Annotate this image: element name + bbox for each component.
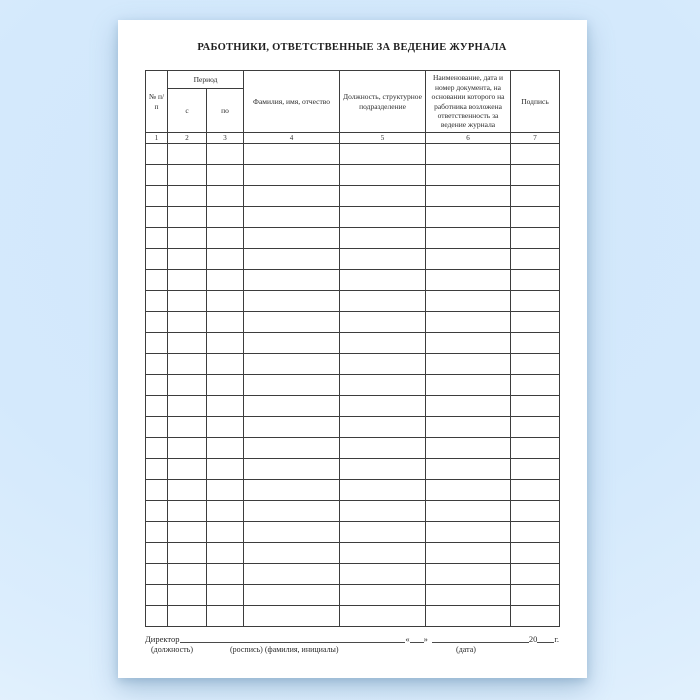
date-sublabel: (дата) (456, 645, 476, 654)
empty-cell (168, 606, 207, 627)
header-cell-period-group: Период (168, 71, 244, 89)
empty-cell (426, 186, 511, 207)
empty-cell (511, 354, 560, 375)
empty-cell (146, 375, 168, 396)
empty-table-row (146, 606, 560, 627)
empty-cell (146, 228, 168, 249)
empty-table-row (146, 228, 560, 249)
empty-cell (146, 186, 168, 207)
empty-cell (146, 291, 168, 312)
empty-table-row (146, 585, 560, 606)
empty-cell (426, 354, 511, 375)
empty-cell (207, 228, 244, 249)
empty-cell (207, 606, 244, 627)
header-cell-position: Должность, структурное подразделение (340, 71, 426, 133)
empty-cell (511, 543, 560, 564)
empty-cell (511, 270, 560, 291)
empty-cell (207, 459, 244, 480)
empty-cell (511, 375, 560, 396)
empty-cell (207, 585, 244, 606)
table-header (146, 71, 560, 133)
empty-cell (426, 459, 511, 480)
empty-cell (146, 480, 168, 501)
empty-cell (244, 207, 340, 228)
empty-cell (168, 228, 207, 249)
empty-cell (146, 396, 168, 417)
empty-cell (511, 396, 560, 417)
empty-table-row (146, 207, 560, 228)
empty-cell (207, 396, 244, 417)
empty-cell (340, 144, 426, 165)
empty-table-row (146, 396, 560, 417)
empty-cell (426, 585, 511, 606)
empty-cell (426, 480, 511, 501)
empty-table-row (146, 564, 560, 585)
empty-cell (207, 291, 244, 312)
empty-cell (426, 543, 511, 564)
column-number-cell: 5 (340, 133, 426, 144)
empty-cell (168, 291, 207, 312)
empty-cell (511, 417, 560, 438)
empty-cell (340, 270, 426, 291)
empty-cell (146, 333, 168, 354)
empty-cell (340, 417, 426, 438)
empty-cell (340, 522, 426, 543)
empty-cell (168, 459, 207, 480)
empty-cell (146, 543, 168, 564)
empty-cell (168, 207, 207, 228)
empty-cell (244, 354, 340, 375)
empty-cell (207, 480, 244, 501)
empty-cell (207, 144, 244, 165)
empty-cell (168, 333, 207, 354)
empty-cell (207, 354, 244, 375)
director-label: Директор (145, 634, 180, 644)
empty-cell (340, 249, 426, 270)
empty-cell (244, 543, 340, 564)
empty-cell (340, 438, 426, 459)
empty-cell (511, 207, 560, 228)
empty-cell (168, 543, 207, 564)
empty-cell (168, 144, 207, 165)
empty-cell (146, 417, 168, 438)
empty-cell (244, 480, 340, 501)
empty-cell (244, 396, 340, 417)
empty-cell (340, 396, 426, 417)
empty-cell (244, 312, 340, 333)
empty-cell (207, 564, 244, 585)
empty-cell (511, 501, 560, 522)
empty-cell (168, 249, 207, 270)
empty-cell (146, 585, 168, 606)
empty-cell (244, 459, 340, 480)
column-number-cell: 2 (168, 133, 207, 144)
empty-cell (340, 480, 426, 501)
year-suffix: г. (554, 634, 559, 644)
empty-cell (511, 606, 560, 627)
empty-cell (426, 207, 511, 228)
empty-cell (207, 438, 244, 459)
empty-cell (340, 186, 426, 207)
empty-cell (146, 501, 168, 522)
empty-cell (426, 270, 511, 291)
empty-cell (168, 312, 207, 333)
empty-table-row (146, 144, 560, 165)
empty-table-row (146, 501, 560, 522)
empty-cell (207, 522, 244, 543)
empty-table-row (146, 354, 560, 375)
empty-table-row (146, 480, 560, 501)
empty-table-row (146, 438, 560, 459)
empty-cell (511, 228, 560, 249)
empty-cell (168, 396, 207, 417)
empty-cell (207, 186, 244, 207)
empty-cell (168, 270, 207, 291)
empty-cell (426, 291, 511, 312)
empty-cell (146, 354, 168, 375)
empty-cell (340, 228, 426, 249)
empty-cell (168, 354, 207, 375)
empty-cell (340, 501, 426, 522)
responsible-workers-table (145, 70, 560, 627)
year-prefix: 20 (528, 634, 538, 644)
empty-cell (426, 228, 511, 249)
empty-cell (244, 375, 340, 396)
empty-cell (207, 375, 244, 396)
empty-cell (511, 459, 560, 480)
empty-cell (146, 606, 168, 627)
signature-sublabel: (роспись) (фамилия, инициалы) (230, 645, 339, 654)
signature-block (145, 634, 559, 657)
empty-cell (426, 249, 511, 270)
header-cell-document: Наименование, дата и номер документа, на основании которого на работника возложена ответственность за ведение журнала (426, 71, 511, 133)
column-number-cell: 7 (511, 133, 560, 144)
year-blank-line (537, 642, 554, 643)
empty-cell (340, 312, 426, 333)
empty-cell (146, 165, 168, 186)
empty-table-row (146, 186, 560, 207)
empty-table-row (146, 543, 560, 564)
empty-cell (511, 186, 560, 207)
empty-cell (244, 438, 340, 459)
empty-cell (244, 417, 340, 438)
empty-cell (511, 333, 560, 354)
empty-cell (340, 543, 426, 564)
empty-cell (207, 333, 244, 354)
empty-cell (511, 480, 560, 501)
empty-cell (207, 207, 244, 228)
empty-table-row (146, 375, 560, 396)
header-cell-signature: Подпись (511, 71, 560, 133)
empty-cell (511, 291, 560, 312)
empty-table-row (146, 333, 560, 354)
column-number-cell: 1 (146, 133, 168, 144)
empty-cell (511, 165, 560, 186)
day-blank-line (410, 642, 424, 643)
empty-cell (426, 564, 511, 585)
position-blank-line (180, 642, 406, 643)
empty-cell (244, 228, 340, 249)
empty-cell (426, 417, 511, 438)
empty-cell (207, 165, 244, 186)
empty-cell (244, 585, 340, 606)
empty-cell (168, 564, 207, 585)
empty-cell (511, 144, 560, 165)
empty-cell (340, 291, 426, 312)
header-cell-period-to: по (207, 89, 244, 133)
empty-cell (340, 375, 426, 396)
empty-cell (340, 354, 426, 375)
empty-cell (244, 291, 340, 312)
empty-cell (511, 585, 560, 606)
empty-cell (244, 186, 340, 207)
date-blank-line (432, 642, 529, 643)
empty-cell (426, 375, 511, 396)
signature-sublabels (145, 645, 559, 657)
empty-cell (168, 375, 207, 396)
empty-cell (340, 459, 426, 480)
position-sublabel: (должность) (151, 645, 193, 654)
header-cell-number: № п/п (146, 71, 168, 133)
table-body (146, 133, 560, 627)
page-title: РАБОТНИКИ, ОТВЕТСТВЕННЫЕ ЗА ВЕДЕНИЕ ЖУРНАЛА (197, 42, 507, 53)
empty-cell (426, 501, 511, 522)
empty-cell (426, 312, 511, 333)
empty-cell (244, 270, 340, 291)
header-cell-full-name: Фамилия, имя, отчество (244, 71, 340, 133)
empty-cell (146, 144, 168, 165)
empty-table-row (146, 522, 560, 543)
empty-cell (426, 333, 511, 354)
empty-cell (340, 333, 426, 354)
column-numbers-row (146, 133, 560, 144)
empty-cell (244, 165, 340, 186)
empty-cell (207, 249, 244, 270)
empty-cell (244, 606, 340, 627)
quote-open-mark: « (405, 634, 410, 644)
empty-cell (244, 501, 340, 522)
empty-cell (244, 564, 340, 585)
column-number-cell: 3 (207, 133, 244, 144)
empty-cell (426, 606, 511, 627)
empty-table-row (146, 459, 560, 480)
empty-cell (168, 480, 207, 501)
empty-cell (168, 438, 207, 459)
empty-cell (511, 312, 560, 333)
column-number-cell: 6 (426, 133, 511, 144)
empty-cell (340, 606, 426, 627)
quote-close-mark: » (423, 634, 428, 644)
empty-cell (146, 522, 168, 543)
empty-cell (207, 543, 244, 564)
empty-table-row (146, 291, 560, 312)
empty-table-row (146, 270, 560, 291)
empty-cell (207, 312, 244, 333)
empty-cell (340, 564, 426, 585)
empty-cell (426, 438, 511, 459)
empty-cell (426, 165, 511, 186)
empty-cell (168, 522, 207, 543)
empty-cell (511, 564, 560, 585)
column-number-cell: 4 (244, 133, 340, 144)
empty-cell (244, 522, 340, 543)
form-page (118, 20, 587, 678)
empty-cell (340, 207, 426, 228)
empty-cell (146, 438, 168, 459)
empty-cell (168, 165, 207, 186)
empty-table-row (146, 417, 560, 438)
empty-table-row (146, 312, 560, 333)
empty-cell (168, 501, 207, 522)
empty-cell (511, 249, 560, 270)
empty-cell (207, 417, 244, 438)
empty-cell (244, 333, 340, 354)
empty-cell (207, 270, 244, 291)
empty-cell (340, 165, 426, 186)
empty-cell (511, 438, 560, 459)
empty-cell (426, 144, 511, 165)
empty-cell (244, 144, 340, 165)
empty-cell (168, 585, 207, 606)
empty-cell (146, 312, 168, 333)
empty-cell (207, 501, 244, 522)
empty-table-row (146, 165, 560, 186)
header-cell-period-from: с (168, 89, 207, 133)
empty-cell (146, 207, 168, 228)
empty-cell (511, 522, 560, 543)
empty-cell (426, 396, 511, 417)
empty-cell (168, 186, 207, 207)
empty-cell (244, 249, 340, 270)
empty-cell (146, 270, 168, 291)
empty-cell (340, 585, 426, 606)
empty-table-row (146, 249, 560, 270)
empty-cell (146, 459, 168, 480)
signature-line (145, 634, 559, 644)
empty-cell (426, 522, 511, 543)
empty-cell (146, 249, 168, 270)
empty-cell (146, 564, 168, 585)
empty-cell (168, 417, 207, 438)
